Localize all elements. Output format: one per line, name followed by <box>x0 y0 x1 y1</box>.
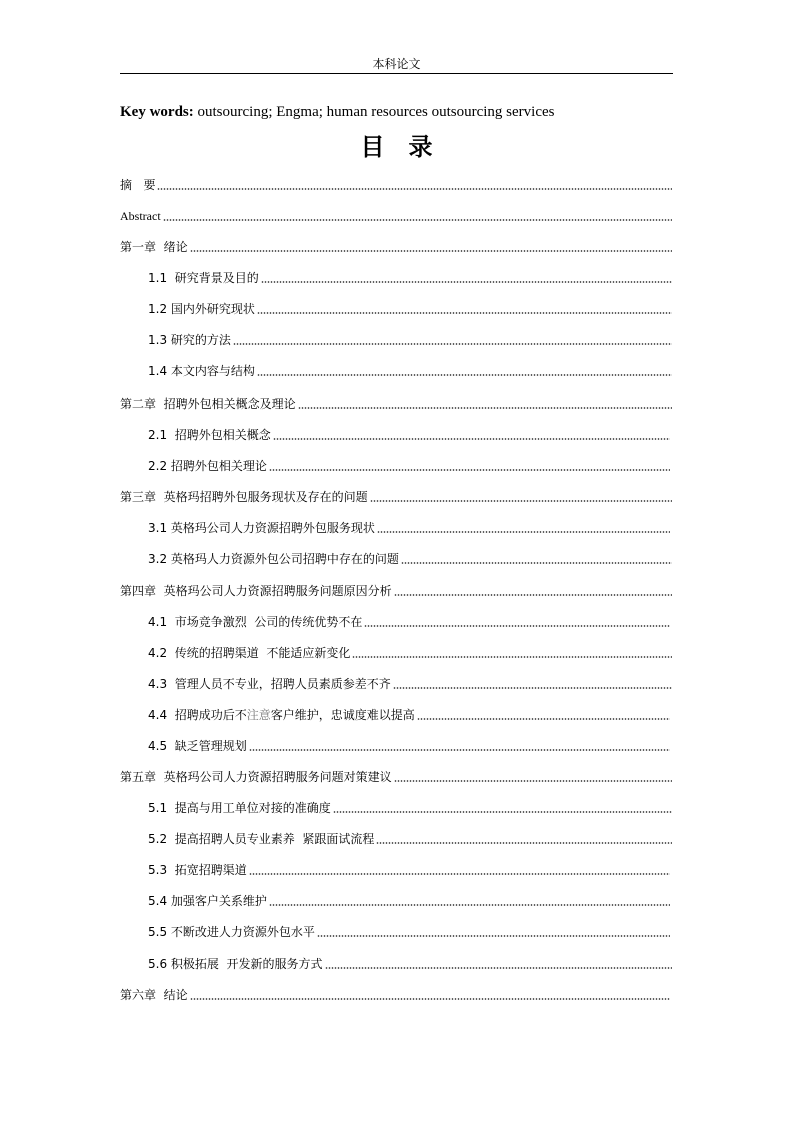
toc-entry-label: 5.6 积极拓展 开发新的服务方式 <box>148 957 323 971</box>
dot-leader <box>317 934 670 938</box>
dot-leader <box>393 686 672 690</box>
toc-entry-label: 摘 要 <box>120 178 156 192</box>
toc-entry-2-1[interactable] <box>148 426 670 444</box>
toc-entry-chapter-2[interactable] <box>120 395 672 413</box>
toc-entry-label: 5.1 提高与用工单位对接的准确度 <box>148 801 331 815</box>
toc-entry-label: 2.2 招聘外包相关理论 <box>148 459 267 473</box>
toc-entry-label: 第五章 英格玛公司人力资源招聘服务问题对策建议 <box>120 770 392 784</box>
toc-entry-label: 4.2 传统的招聘渠道 不能适应新变化 <box>148 646 351 660</box>
toc-entry-1-2[interactable] <box>148 300 672 318</box>
toc-entry-label: 2.1 招聘外包相关概念 <box>148 428 271 442</box>
dot-leader <box>257 311 672 315</box>
toc-entry-5-4[interactable] <box>148 892 670 910</box>
keywords-label: Key words: <box>120 104 194 120</box>
toc-entry-abstract-en[interactable] <box>120 207 672 225</box>
dot-leader <box>257 373 672 377</box>
dot-leader <box>364 624 670 628</box>
toc-entry-1-3[interactable] <box>148 331 672 349</box>
running-header: 本科论文 <box>372 57 421 71</box>
toc-entry-2-2[interactable] <box>148 457 670 475</box>
toc-entry-label-part: 客户维护，忠诚度难以提高 <box>270 708 415 722</box>
toc-entry-label: 第六章 结论 <box>120 988 188 1002</box>
toc-entry-label: Abstract <box>120 209 161 223</box>
toc-entry-label: 1.3 研究的方法 <box>148 333 231 347</box>
toc-entry-5-6[interactable] <box>148 955 672 973</box>
dot-leader <box>401 561 672 565</box>
dot-leader <box>233 342 672 346</box>
toc-entry-4-4[interactable] <box>148 706 670 724</box>
toc-title-char-1: 目 <box>360 133 409 161</box>
dot-leader <box>157 187 672 191</box>
toc-entry-5-5[interactable] <box>148 923 670 941</box>
toc-entry-3-2[interactable] <box>148 550 672 568</box>
toc-entry-label: 第二章 招聘外包相关概念及理论 <box>120 397 296 411</box>
toc-entry-5-2[interactable] <box>148 830 672 848</box>
toc-entry-4-1[interactable] <box>148 613 670 631</box>
toc-entry-chapter-1[interactable] <box>120 238 672 256</box>
toc-entry-4-2[interactable] <box>148 644 672 662</box>
dot-leader <box>190 997 670 1001</box>
toc-entry-label: 4.1 市场竞争激烈 公司的传统优势不在 <box>148 615 363 629</box>
toc-entry-3-1[interactable] <box>148 519 670 537</box>
toc-entry-4-5[interactable] <box>148 737 670 755</box>
toc-entry-label: 4.5 缺乏管理规划 <box>148 739 247 753</box>
dot-leader <box>376 841 672 845</box>
dot-leader <box>325 966 672 970</box>
toc-entry-label: 3.1 英格玛公司人力资源招聘外包服务现状 <box>148 521 375 535</box>
toc-entry-5-1[interactable] <box>148 799 672 817</box>
toc-entry-label: 5.2 提高招聘人员专业素养 紧跟面试流程 <box>148 832 375 846</box>
toc-entry-label <box>148 706 415 724</box>
dot-leader <box>163 218 672 222</box>
toc-entry-1-4[interactable] <box>148 362 672 380</box>
toc-entry-label-highlight: 注意 <box>246 708 271 722</box>
toc-entry-label: 1.2 国内外研究现状 <box>148 302 255 316</box>
toc-entry-label: 第四章 英格玛公司人力资源招聘服务问题原因分析 <box>120 584 392 598</box>
toc-entry-label: 1.1 研究背景及目的 <box>148 271 259 285</box>
dot-leader <box>352 655 672 659</box>
toc-entry-label-part: 4.4 招聘成功后不 <box>148 708 247 722</box>
toc-entry-chapter-4[interactable] <box>120 582 672 600</box>
toc-entry-chapter-3[interactable] <box>120 488 672 506</box>
toc-entry-4-3[interactable] <box>148 675 672 693</box>
dot-leader <box>261 280 672 284</box>
dot-leader <box>249 748 670 752</box>
dot-leader <box>377 530 670 534</box>
toc-entry-label: 5.5 不断改进人力资源外包水平 <box>148 925 315 939</box>
toc-entry-label: 4.3 管理人员不专业，招聘人员素质参差不齐 <box>148 677 391 691</box>
dot-leader <box>370 499 672 503</box>
dot-leader <box>249 872 670 876</box>
toc-entry-5-3[interactable] <box>148 861 670 879</box>
keywords-text: outsourcing; Engma; human resources outsourcing services <box>193 104 555 120</box>
toc-entry-chapter-5[interactable] <box>120 768 672 786</box>
dot-leader <box>190 249 672 253</box>
toc-entry-label: 5.4 加强客户关系维护 <box>148 894 267 908</box>
dot-leader <box>394 779 672 783</box>
dot-leader <box>333 810 672 814</box>
toc-entry-label: 3.2 英格玛人力资源外包公司招聘中存在的问题 <box>148 552 399 566</box>
toc-entry-1-1[interactable] <box>148 269 672 287</box>
dot-leader <box>298 406 672 410</box>
dot-leader <box>269 468 670 472</box>
dot-leader <box>417 717 670 721</box>
dot-leader <box>273 437 670 441</box>
dot-leader <box>269 903 670 907</box>
toc-entry-label: 第三章 英格玛招聘外包服务现状及存在的问题 <box>120 490 368 504</box>
toc-entry-abstract-cn[interactable] <box>120 176 672 194</box>
dot-leader <box>394 593 672 597</box>
toc-entry-label: 第一章 绪论 <box>120 240 188 254</box>
toc-entry-label: 1.4 本文内容与结构 <box>148 364 255 378</box>
toc-title-char-2: 录 <box>408 133 433 161</box>
toc-entry-chapter-6[interactable] <box>120 986 670 1004</box>
toc-entry-label: 5.3 拓宽招聘渠道 <box>148 863 247 877</box>
